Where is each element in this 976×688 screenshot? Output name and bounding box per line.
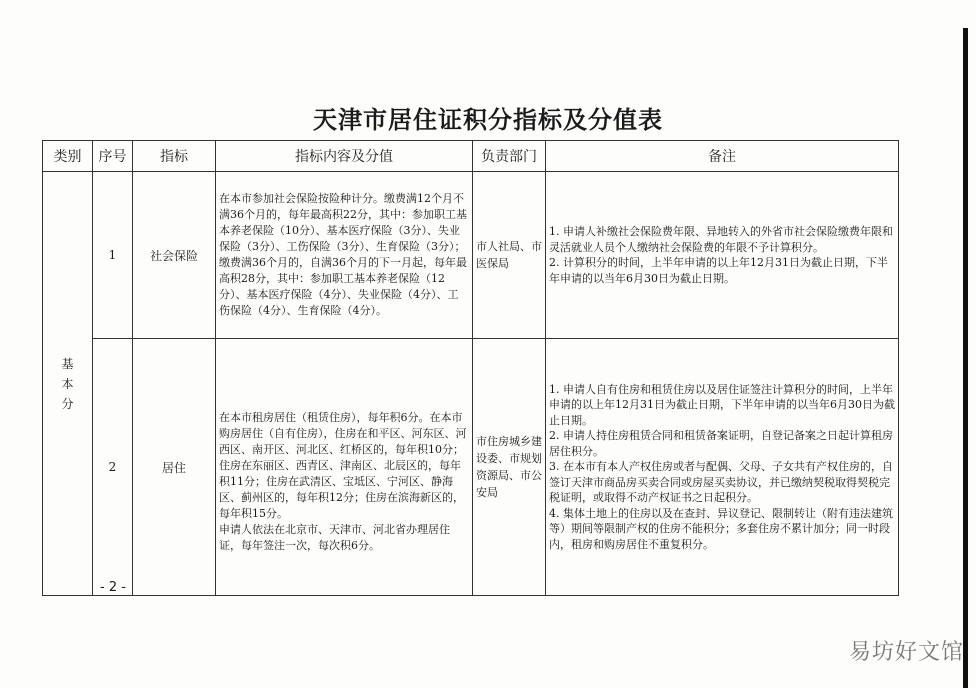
content-cell: 在本市参加社会保险按险种计分。缴费满12个月不满36个月的，每年最高积22分，其中：参加职工基本养老保险（10分）、基本医疗保险（3分）、失业保险（3分）、工伤保险（3分）、生育保险（3分）；缴费满36个月的，自满36个月的下一月起，每年最高积28分，其中：参加职工基本养老保险（12分）、基本医疗保险（4分）、失业保险（4分）、工伤保险（4分）、生育保险（4分）。: [216, 172, 473, 339]
content-cell: [216, 339, 473, 596]
seq-cell: 2: [93, 339, 133, 596]
header-content: 指标内容及分值: [216, 141, 473, 172]
indicator-cell: 社会保险: [133, 172, 216, 339]
note-cell: [546, 339, 899, 596]
header-indicator: 指标: [133, 141, 216, 172]
content-paragraph: 申请人依法在北京市、天津市、河北省办理居住证，每年签注一次，每次积6分。: [219, 523, 450, 552]
note-item: 2. 计算积分的时间，上半年申请的以上年12月31日为截止日期，下半年申请的以当年6月30日为截止日期。: [549, 256, 888, 285]
category-cell: [43, 172, 93, 596]
seq-cell: 1: [93, 172, 133, 339]
header-category: 类别: [43, 141, 93, 172]
table-header-row: [43, 141, 899, 172]
note-cell: [546, 172, 899, 339]
header-note: 备注: [546, 141, 899, 172]
table-row: [43, 339, 899, 596]
table-row: [43, 172, 899, 339]
points-table: [42, 140, 899, 596]
note-item: 3. 在本市有本人产权住房或者与配偶、父母、子女共有产权住房的，自签订天津市商品房买卖合同或房屋买卖协议，并已缴纳契税取得契税完税证明，或取得不动产权证书之日起积分。: [549, 460, 893, 505]
note-item: 1. 申请人补缴社会保险费年限、异地转入的外省市社会保险缴费年限和灵活就业人员个人缴纳社会保险费的年限不予计算积分。: [549, 225, 893, 254]
header-seq: 序号: [93, 141, 133, 172]
watermark: 易坊好文馆: [848, 640, 964, 665]
note-item: 2. 申请人持住房租赁合同和租赁备案证明，自登记备案之日起计算租房居住积分。: [549, 429, 893, 458]
page-number: - 2 -: [100, 580, 126, 595]
header-dept: 负责部门: [473, 141, 546, 172]
note-item: 1. 申请人自有住房和租赁住房以及居住证签注计算积分的时间，上半年申请的以上年12月31日为截止日期，下半年申请的以当年6月30日为截止日期。: [549, 382, 895, 427]
indicator-cell: 居住: [133, 339, 216, 596]
content-paragraph: 在本市租房居住（租赁住房），每年积6分。在本市购房居住（自有住房），住房在和平区、河东区、河西区、南开区、河北区、红桥区的，每年积10分；住房在东丽区、西青区、津南区、北辰区的，每年积11分；住房在武清区、宝坻区、宁河区、静海区、蓟州区的，每年积12分；住房在滨海新区的，每年积15分。: [219, 411, 467, 520]
category-label: 基本分: [61, 356, 74, 411]
dept-cell: 市住房城乡建设委、市规划资源局、市公安局: [473, 339, 546, 596]
note-item: 4. 集体土地上的住房以及在查封、异议登记、限制转让（附有违法建筑等）期间等限制产权的住房不能积分；多套住房不累计加分；同一时段内，租房和购房居住不重复积分。: [549, 506, 893, 551]
document-title: 天津市居住证积分指标及分值表: [313, 105, 663, 134]
dept-cell: 市人社局、市医保局: [473, 172, 546, 339]
